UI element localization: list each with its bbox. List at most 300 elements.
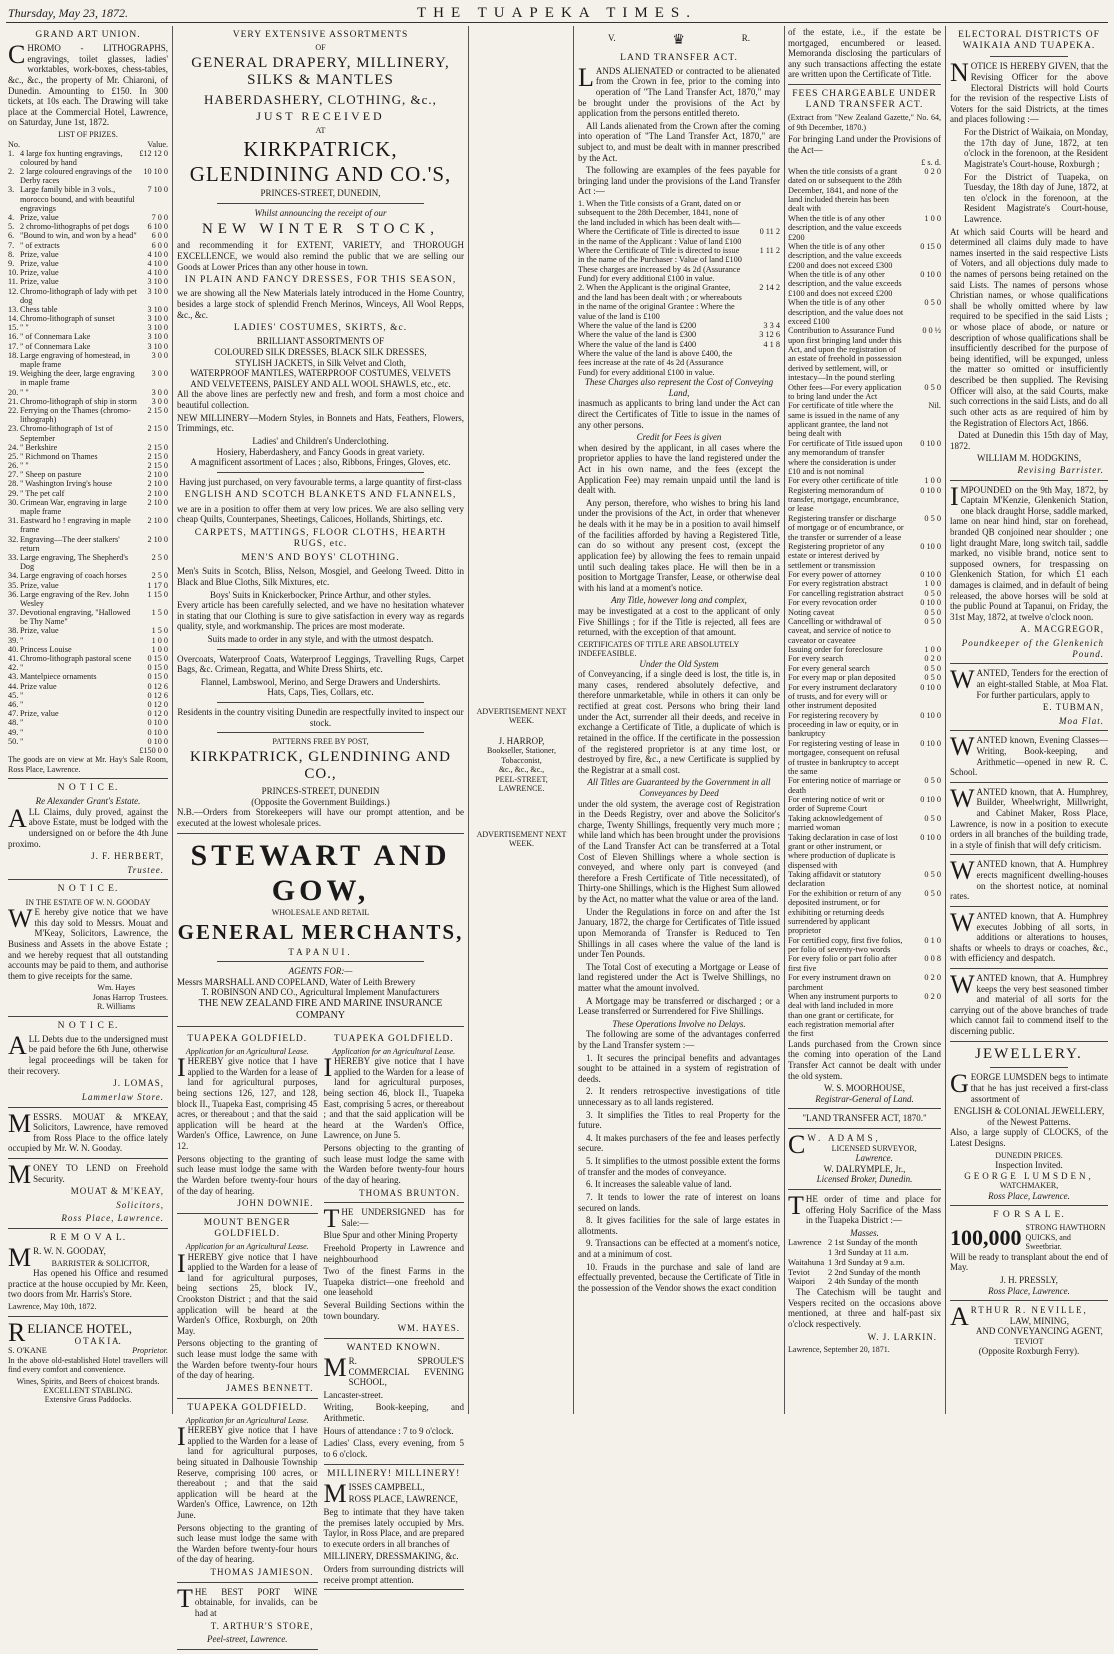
fee-row [788, 401, 941, 439]
fee-row [788, 486, 941, 514]
fee-description: Where the value of the land is £200 [578, 320, 697, 330]
ad-body: HEREBY give notice that I have applied to the Warden for a lease of land for agricultural purposes, being situated in Dalhousie Township Reserve, comprising 100 acres, or thereabout ; and that the said application will be heard at the Warden's Office, Lawrence, on 12th June. [177, 1425, 318, 1521]
mass-time: 2 4th Sunday of the month [828, 1276, 919, 1287]
fee-row [788, 954, 941, 973]
prize-row [8, 277, 168, 286]
prize-row [8, 231, 168, 240]
stewart-sub: WHOLESALE AND RETAIL [271, 908, 370, 918]
fee-amount: 0 10 0 [920, 598, 941, 608]
prize-row [8, 581, 168, 590]
removal-date: Lawrence, May 10th, 1872. [8, 1302, 97, 1312]
prize-value: 6 0 0 [151, 231, 168, 241]
millinery-line: NEW MILLINERY—Modern Styles, in Bonnets and Hats, Feathers, Flowers, Trimmings, etc. [177, 412, 464, 434]
trustee-name: Jonas Harrop [92, 992, 136, 1002]
ltd-body: may be investigated at a cost to the applicant of only Five Shillings ; for if the Title is rejected, all fees are returned, with the exception of that amount. [578, 605, 780, 638]
fee-row [578, 199, 780, 227]
fee-description: For every other certificate of title [788, 476, 899, 486]
fee-description: For every general search [788, 663, 870, 673]
ad-body: HE UNDERSIGNED has for Sale:— [341, 1207, 464, 1228]
whilst-line: Whilst announcing the receipt of our [254, 208, 387, 219]
fee-description: Registering memorandum of transfer, mortgage, encumbrance, or lease [788, 485, 899, 514]
ad-heading: TUAPEKA GOLDFIELD. [187, 1033, 308, 1044]
fee-row [788, 711, 941, 739]
fee-amount: 3 12 6 [759, 330, 780, 340]
fee-row [788, 476, 941, 485]
mass-time: 2 1st Sunday of the month [828, 1237, 918, 1248]
wanted-body: ANTED known, that A. Humphrey executes Jobbing of all sorts, in additions or alterations to houses, shafts or wheels to drays or coaches, &c., with efficiency and despatch. [950, 910, 1108, 964]
prize-row [8, 461, 168, 470]
small-ad [324, 1034, 465, 1204]
column-rule [468, 26, 469, 1414]
fee-description: For every registration abstract [788, 579, 888, 589]
mass-intro: HE order of time and place for offering Holy Sacrifice of the Mass in the Tuapeka District :— [805, 1193, 941, 1226]
ad-heading: MILLINERY! MILLINERY! [327, 1468, 461, 1479]
proprietor-label: Proprietor. [132, 1346, 168, 1356]
prize-row [8, 259, 168, 268]
prize-value: 6 0 0 [151, 240, 168, 250]
ad-line: Persons objecting to the granting of such lease must lodge the same with the Warden before twenty-four hours of the day of hearing. [323, 1143, 464, 1185]
prize-value: 2 15 0 [147, 442, 168, 452]
fee-row [788, 608, 941, 617]
prize-row [8, 608, 168, 626]
ad-body: ISSES CAMPBELL, [348, 1481, 425, 1492]
fee-description: For entering notice of marriage or death [788, 776, 901, 795]
prize-row [8, 397, 168, 406]
fee-amount: 0 10 0 [920, 541, 941, 551]
ltd-body: All Lands alienated from the Crown after the coming into operation of "The Land Transfer Act, 1870," are subject to, and must be dealt with in manner prescribed by the Act. [578, 120, 780, 163]
fee-description: For every search [788, 654, 844, 664]
fee-description: Contribution to Assurance Fund upon first bringing land under this Act, and upon the registration of an estate of freehold in possession derived by settlement, will, or intestacy—In the pound sterling [788, 326, 902, 383]
prize-number: 38. [8, 626, 19, 636]
prize-number: 31. [8, 516, 19, 526]
prize-description: " Richmond on Thames [20, 451, 98, 461]
jewellery-body: ENGLISH & COLONIAL JEWELLERY, of the Newest Patterns. [953, 1106, 1105, 1127]
notice-signature-role: Solicitors, [116, 1199, 164, 1210]
prize-description: " of Connemara Lake [20, 332, 91, 342]
electoral-date: Dated at Dunedin this 15th day of May, 1872. [950, 430, 1108, 451]
plain-heading: IN PLAIN AND FANCY DRESSES, FOR THIS SEASON, [184, 275, 457, 286]
prize-value: 3 10 0 [147, 332, 168, 342]
dropcap: N [950, 58, 969, 88]
prize-description: Princess Louise [20, 644, 72, 654]
kirkpatrick-title: KIRKPATRICK, GLENDINING AND CO.'S, [189, 136, 452, 186]
prize-value: 0 12 6 [147, 690, 168, 700]
sale-quantity: 100,000 [950, 1224, 1022, 1250]
fee-row [788, 214, 941, 242]
dropcap: M [8, 1243, 32, 1273]
moorhouse-title: Registrar-General of Land. [815, 1093, 914, 1104]
ad-divider [177, 1213, 318, 1214]
underclothing-line: Ladies' and Children's Underclothing. [252, 435, 389, 446]
prize-row [8, 489, 168, 498]
prize-number: 28. [8, 479, 19, 489]
advantages-list [578, 1053, 780, 1294]
prize-row [8, 222, 168, 231]
electoral-heading: ELECTORAL DISTRICTS OF WAIKAIA AND TUAPEKA. [958, 30, 1100, 52]
prize-value: 3 10 0 [147, 286, 168, 296]
fee-description: When the title is of any other description, and the value exceeds £200 [788, 213, 902, 242]
agent-line: T. ROBINSON AND CO., Agricultural Implement Manufacturers [201, 987, 440, 998]
advantage-item: 6. It increases the saleable value of land. [586, 1179, 732, 1190]
prize-description: Large engraving, The Shepherd's Dog [20, 552, 129, 572]
agents-label: AGENTS FOR:— [288, 966, 353, 977]
dropcap: W [950, 907, 975, 937]
prize-number: 3. [8, 185, 15, 195]
electoral-body: For the District of Tuapeka, on Tuesday, the 18th day of June, 1872, at ten o'clock in the forenoon, at the Resident Magistrate's Court-house, Lawrence. [964, 171, 1108, 224]
dropcap: W [950, 856, 975, 886]
notice-signature-place: Ross Place, Lawrence. [61, 1213, 164, 1224]
notice-signature-place: Lammerlaw Store. [81, 1091, 164, 1102]
dropcap: A [8, 1030, 27, 1060]
prize-description: " " [20, 323, 29, 333]
fee-amount [746, 265, 780, 284]
column-rule [784, 26, 785, 1414]
ltd-body: of Conveyancing, if a single deed is lost, the title is, in many cases, rendered absolutely defective, and therefore unmarketable, while in others it can only be rectified at great cost. Persons who bring their land under the Act, surrender all their deeds, and receive in exchange a Certificate of Title, a duplicate of which is retained in the office. If the certificate in the possession of the registered proprietor is at any time lost, or destroyed by fire, &c., a new Certificate is supplied by the Registrar at a small cost. [578, 669, 780, 775]
harrop-etc: &c., &c., &c., [498, 765, 545, 775]
prize-number: 34. [8, 571, 19, 581]
fee-row [788, 514, 941, 542]
fee-row [788, 167, 941, 214]
prize-description: Chromo-lithograph of sunset [20, 314, 115, 324]
kirkpatrick-footer-address: PRINCES-STREET, DUNEDIN [261, 786, 380, 797]
brilliant-line: BRILLIANT ASSORTMENTS OF [256, 336, 385, 347]
fee-description: Where the Certificate of Title is directed to issue in the name of the Applicant : Value of land £100 [578, 227, 742, 246]
ltd-body: The following are some of the advantages conferred by the Land Transfer system :— [578, 1029, 780, 1050]
neville-opposite: (Opposite Roxburgh Ferry). [978, 1346, 1080, 1357]
ad-divider [177, 1398, 318, 1399]
removal-title: BARRISTER & SOLICITOR, [51, 1258, 150, 1268]
plain-body: we are showing all the New Materials lately introduced in the Home Country, besides a large stock of splendid French Merinos, Winceys, All Wool Repps, &c., &c. [177, 288, 464, 320]
dropcap: A [950, 1302, 969, 1332]
prize-value: 0 12 0 [147, 699, 168, 709]
fee-amount: 0 10 0 [920, 438, 941, 448]
fee-amount: 0 0 8 [924, 954, 941, 964]
prize-description: " [20, 690, 24, 700]
fee-description: For registering recovery by proceeding in law or equity, or in bankruptcy [788, 710, 899, 739]
sale-body: Will be ready to transplant about the end of May. [950, 1251, 1108, 1273]
reliance-wines: Wines, Spirits, and Beers of choicest brands. [16, 1376, 160, 1386]
prize-description: Devotional engraving, "Hallowed be Thy Name" [20, 608, 131, 627]
mass-place: Teviot [788, 1266, 810, 1277]
prize-number: 29. [8, 488, 19, 498]
column-5 [788, 27, 941, 1412]
newspaper-title: THE TUAPEKA TIMES. [416, 5, 698, 21]
prize-value: 3 10 0 [147, 304, 168, 314]
prize-row [8, 351, 168, 369]
fee-amount: 0 2 0 [924, 973, 941, 983]
fee-row [578, 227, 780, 246]
agent-line: Messrs MARSHALL AND COPELAND, Water of Leith Brewery [177, 976, 416, 987]
fee-description: For certificate of Title issued upon any memorandum of transfer where the consideration is under £10 and is not nominal [788, 438, 903, 476]
prize-description: " [20, 699, 24, 709]
patterns-line: PATTERNS FREE BY POST, [272, 737, 369, 747]
notice-heading: N O T I C E. [57, 884, 119, 895]
no-delays-line: These Operations Involve no Delays. [612, 1018, 746, 1029]
fee-amount: 1 0 0 [924, 645, 941, 655]
new-winter-stock: NEW WINTER STOCK, [201, 220, 440, 237]
prize-value: 1 5 0 [151, 626, 168, 636]
fee-description: When the title is of any other description, and the value exceeds £200 and does not exceed £300 [788, 241, 902, 270]
dropcap: T [177, 1583, 193, 1613]
ad-sub: Application for an Agricultural Lease. [185, 1242, 309, 1252]
fee-description: For certificate of title where the same is issued in the name of any applicant grantee, the land not being dealt with [788, 401, 900, 439]
fee-amount: 0 10 0 [920, 485, 941, 495]
dropcap: I [177, 1053, 186, 1083]
prize-description: " of extracts [20, 240, 60, 250]
wanted-sig: E. TUBMAN, [1042, 702, 1104, 713]
electoral-body: For the District of Waikaia, on Monday, the 17th day of June, 1872, at ten o'clock in the forenoon, at the Resident Magistrate's Court-house, Roxburgh ; [964, 127, 1108, 169]
prize-row [8, 516, 168, 534]
prize-description: Prize, value [20, 580, 59, 590]
fee-row [578, 246, 780, 265]
prize-col-value: Value. [147, 139, 168, 149]
electoral-sig: WILLIAM M. HODGKINS, [977, 453, 1081, 464]
lumsden-place: Ross Place, Lawrence. [988, 1190, 1070, 1201]
ad-divider [324, 1589, 465, 1590]
prize-row [8, 626, 168, 635]
crest-letter: R. [741, 33, 750, 43]
blankets-body: we are in a position to offer them at very low prices. We are also selling very cheap Quilts, Counterpanes, Sheetings, Calicoes, Hollands, Shirtings, etc. [177, 503, 464, 525]
fee-amount: 0 5 0 [924, 513, 941, 523]
lta-heading: "LAND TRANSFER ACT, 1870." [802, 1113, 927, 1124]
fee-row [788, 870, 941, 889]
mens-body: Men's Suits in Scotch, Bliss, Nelson, Mosgiel, and Geelong Tweed. Ditto in Black and Blue Cloths, Silk Mixtures, etc. [177, 566, 464, 587]
fee-amount [746, 349, 780, 377]
fee-amount: 0 10 0 [920, 570, 941, 580]
fee-row [788, 992, 941, 1039]
prize-value: 4 10 0 [147, 249, 168, 259]
assort-title: GENERAL DRAPERY, MILLINERY, SILKS & MANTLES [191, 54, 450, 89]
prize-row [8, 728, 168, 737]
prize-value: 0 15 0 [147, 663, 168, 673]
prize-description: Chromo-lithograph of ship in storm [20, 396, 137, 406]
adams-place: Lawrence. [855, 1153, 893, 1164]
fee-description: Taking declaration in case of lost grant or other instrument, or where production of duplicate is dispensed with [788, 832, 898, 870]
prize-row [8, 369, 168, 387]
neville-line: LAW, MINING, [1009, 1315, 1069, 1326]
prize-value: 1 5 0 [151, 608, 168, 618]
prize-value: 3 10 0 [147, 277, 168, 287]
dropcap: I [323, 1053, 333, 1083]
prize-description: Prize, value [20, 213, 59, 223]
prize-number: 19. [8, 369, 19, 379]
prize-description: Prize, value [20, 277, 59, 287]
adams-name: W. ADAMS, [807, 1133, 881, 1144]
neville-place: TEVIOT [1014, 1337, 1044, 1347]
mass-row [788, 1277, 941, 1287]
prize-row [8, 479, 168, 488]
prize-number: 16. [8, 332, 19, 342]
fee-row [788, 542, 941, 570]
fee-row [788, 579, 941, 588]
dropcap: W [950, 732, 975, 762]
fee-amount: 0 10 0 [920, 795, 941, 805]
fee-amount: 4 1 8 [763, 339, 780, 349]
prize-value: 3 0 0 [151, 350, 168, 360]
fee-amount: Nil. [928, 401, 941, 411]
column-rule [172, 26, 173, 1414]
prize-description: Prize, value [20, 626, 59, 636]
fee-description: Taking acknowledgement of married woman [788, 813, 883, 833]
dropcap: M [8, 1159, 32, 1189]
prize-value: 2 10 0 [147, 479, 168, 489]
fee-description: For every folio or part folio after first five [788, 954, 897, 973]
fee-description: For certified copy, first five folios, per folio of seventy-two words [788, 935, 903, 955]
moorhouse-sig: W. S. MOORHOUSE, [824, 1083, 905, 1094]
prize-number: 9. [8, 258, 15, 268]
prize-row [8, 535, 168, 553]
prize-row [8, 737, 168, 746]
dunedin-prices: DUNEDIN PRICES. [995, 1150, 1063, 1160]
prize-number: 23. [8, 424, 19, 434]
fee-row [788, 973, 941, 992]
agent-line: THE NEW ZEALAND FIRE AND MARINE INSURANCE COMPANY [198, 997, 443, 1021]
prize-row [8, 213, 168, 222]
dropcap: I [177, 1422, 186, 1452]
prize-row [8, 314, 168, 323]
ad-sub: Application for an Agricultural Lease. [185, 1415, 309, 1425]
prize-row [8, 590, 168, 608]
fee-amount: 0 5 0 [924, 813, 941, 823]
column-3 [474, 27, 569, 1412]
reliance-body: In the above old-established Hotel travellers will find every comfort and convenience. [8, 1355, 168, 1375]
fee-row [788, 242, 941, 270]
fee-amount: 0 5 0 [924, 870, 941, 880]
fee-amount: 0 5 0 [924, 663, 941, 673]
dropcap: R [8, 1317, 26, 1347]
prize-total: £150 0 0 [139, 745, 168, 755]
dropcap: G [950, 1069, 969, 1099]
prize-description: Prize, value [20, 258, 59, 268]
lands-note: Lands purchased from the Crown since the coming into operation of the Land Transfer Act cannot be dealt with under the old system. [788, 1038, 941, 1081]
fee-description: For every instrument drawn on parchment [788, 973, 891, 992]
advertisement-next-week: ADVERTISEMENT NEXT WEEK. [476, 829, 567, 849]
trustee-name: Wm. Hayes [97, 983, 136, 993]
right-ads [324, 1031, 465, 1654]
cert-line: CERTIFICATES OF TITLE ARE ABSOLUTELY INDEFEASIBLE. [578, 639, 739, 659]
advantage-item: 4. It makes purchasers of the fee and leases perfectly secure. [578, 1132, 780, 1154]
neville-name: RTHUR R. NEVILLE, [970, 1305, 1088, 1316]
dalrymple-name: W. DALRYMPLE, Jr., [823, 1163, 906, 1174]
prize-value: 3 0 0 [151, 396, 168, 406]
assort-subtitle: HABERDASHERY, CLOTHING, &c., [204, 92, 437, 108]
fee-amount: 0 5 0 [924, 616, 941, 626]
fee-description: Where the Certificate of Title is directed to issue in the name of the Purchaser : Value of land £100 [578, 245, 742, 265]
fee-row [788, 383, 941, 402]
ad-signature: THOMAS BRUNTON. [359, 1187, 460, 1198]
ltd-body: A Mortgage may be transferred or discharged ; or a Lease transferred or Surrendered for Five Shillings. [578, 995, 780, 1017]
ad-line: Beg to intimate that they have taken the premises lately occupied by Mrs. Taylor, in Ross Place, and are prepared to execute orders in all branches of [323, 1506, 464, 1549]
ad-line: Several Building Sections within the town boundary. [323, 1300, 464, 1321]
ad-divider [324, 1338, 465, 1339]
fee-row [788, 664, 941, 673]
dropcap: M [8, 1108, 32, 1138]
tapanui: TAPANUI. [288, 946, 353, 957]
fee-description: 2. When the Applicant is the original Grantee, and the land has been dealt with ; or whereabouts in the name of the original Grantee : Where the value of the land is £100 [578, 283, 742, 321]
prize-number: 1. [8, 148, 15, 158]
prize-row [8, 718, 168, 727]
prize-description: Crimean War, engraving in large maple frame [20, 497, 127, 517]
silk-line: COLOURED SILK DRESSES, BLACK SILK DRESSES, [214, 347, 427, 358]
prize-row [8, 149, 168, 167]
prize-number: 22. [8, 405, 19, 415]
ad-line: Writing, Book-keeping, and Arithmetic. [323, 1402, 464, 1424]
crest-icon: ♛ [672, 33, 685, 48]
fee-description: 1. When the Title consists of a Grant, dated on or subsequent to the 28th December, 1841, none of the land included in which has been dealt with— [578, 199, 741, 227]
carpets-heading: CARPETS, MATTINGS, FLOOR CLOTHS, HEARTH RUGS, etc. [194, 527, 447, 549]
assort-of: OF [315, 43, 326, 53]
fee-row [578, 283, 780, 321]
catechism-note: The Catechism will be taught and Vespers recited on the occasions above mentioned, at three and half-past six o'clock respectively. [788, 1287, 941, 1330]
prize-description: Prize value [20, 681, 57, 691]
prize-description: 2 large coloured engravings of the Derby races [20, 167, 132, 186]
ad-signature: JAMES BENNETT. [226, 1382, 314, 1393]
electoral-body: At which said Courts will be heard and determined all claims duly made to have names inserted in the said respective Lists of Voters, and all objections duly made to the names of persons being retained on the said Lists. The names of persons whose Christian names, or whose qualifications shall be wholly omitted where by law required to be specified in the said Lists ; or whose place of abode, or nature or description of whose qualifications shall be insufficiently described for the purpose of being identified, will be expunged, unless the matter so omitted or insufficiently described be then supplied. The Revising Officer will also, at the said Courts, make such corrections in the said Lists, and do all such other acts as are required of him by the Registration of Electors Act, 1866. [950, 226, 1108, 428]
dalrymple-title: Licensed Broker, Dunedin. [816, 1174, 913, 1185]
column-rule [945, 26, 946, 1414]
dropcap: M [323, 1353, 347, 1383]
wanted-body: ANTED, Tenders for the erection of an eight-stalled Stable, at Moa Flat. For further particulars, apply to [976, 668, 1108, 700]
prize-row [8, 185, 168, 213]
notice-sub: IN THE ESTATE OF W. N. GOODAY [25, 897, 151, 907]
mass-place: Waipori [788, 1276, 816, 1287]
advertisement-next-week: ADVERTISEMENT NEXT WEEK. [476, 707, 567, 726]
fee-amount: 1 0 0 [924, 476, 941, 486]
small-ad [177, 1218, 318, 1399]
prize-number: 11. [8, 277, 18, 287]
fee-row [788, 439, 941, 477]
prize-value: 2 10 0 [147, 516, 168, 526]
prize-value: 2 15 0 [147, 451, 168, 461]
dropcap: W [950, 969, 975, 999]
impounded-body: MPOUNDED on the 9th May, 1872, by Captain M'Kenzie, Glenkenich Station, one black draught Horse, saddle marked, lame on near hind hind, star on forehead, branded QB conjoined near shoulder ; one light draught Mare, long switch tail, saddle marked, no visible brand, notice sent to supposed owners, for trespassing on Glenkenich Station, for which £1 each damages is claimed, and in default of being released, the above horses will be sold at the public Pound at Tapanui, on Friday, the 31st May, 1872, at twelve o'clock noon. [950, 484, 1108, 622]
advantage-item: 9. Transactions can be effected at a moment's notice, and at a minimum of cost. [578, 1238, 780, 1259]
ad-body-wrap [177, 1053, 318, 1152]
small-ad [323, 1204, 465, 1339]
prize-value: 2 10 0 [147, 497, 168, 507]
advantage-item: 8. It gives facilities for the sale of large estates in allotments. [578, 1215, 780, 1236]
prize-value: 3 10 0 [147, 314, 168, 324]
ad-divider [177, 1649, 318, 1650]
for-sale-heading: F O R S A L E. [993, 1210, 1065, 1221]
wanted-body: ANTED known, Evening Classes—Writing, Book-keeping, and Arithmetic—opened in new R. C. School. [950, 735, 1108, 778]
prize-value: 0 12 6 [147, 681, 168, 691]
small-ad [177, 1583, 318, 1650]
prize-value: 2 15 0 [147, 461, 168, 471]
prize-row [8, 268, 168, 277]
reliance-sub: O T A K I A. [74, 1335, 121, 1346]
column-4 [578, 27, 780, 1412]
prize-list-heading: LIST OF PRIZES. [58, 130, 118, 140]
fee-amount: 1 0 0 [924, 213, 941, 223]
column-1 [8, 27, 168, 1412]
notice-signature: J. F. HERBERT, [91, 851, 164, 862]
ad-body: HE BEST PORT WINE obtainable, for invalids, can be had at [194, 1586, 318, 1618]
fee-amount: 0 2 0 [924, 991, 941, 1001]
prize-number: 12. [8, 286, 19, 296]
prize-description: Engraving—The deer stalkers' return [20, 534, 120, 553]
prize-row [8, 388, 168, 397]
fee-row [788, 673, 941, 682]
prize-description: " [20, 736, 24, 746]
ladies-heading: LADIES' COSTUMES, SKIRTS, &c. [233, 323, 408, 334]
ad-line: Blue Spur and other Mining Property [323, 1230, 458, 1241]
ad-sub: Application for an Agricultural Lease. [185, 1046, 309, 1056]
ad-line: ROSS PLACE, LAWRENCE, [348, 1494, 458, 1505]
fee-row [578, 321, 780, 330]
flannel-line: Flannel, Lambswool, Merino, and Serge Drawers and Undershirts. [200, 676, 441, 687]
fee-row [788, 739, 941, 777]
